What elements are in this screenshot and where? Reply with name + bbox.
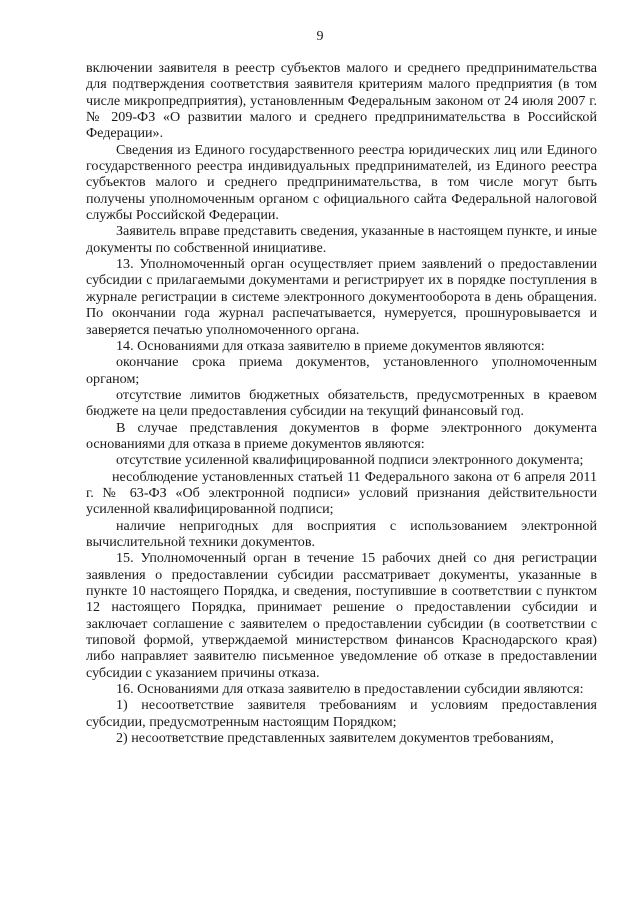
paragraph-signature-conditions: несоблюдение установленных статьей 11 Федерального закона от 6 апреля 2011 г. № 63-ФЗ «Об электронной подписи» условий признания действительности усиленной квалифицированной подписи;	[86, 468, 597, 518]
paragraph-clause-16-item-1: 1) несоответствие заявителя требованиям и условиям предоставления субсидии, предусмотренным настоящим Порядком;	[86, 697, 597, 730]
paragraph-refusal-budget-limits: отсутствие лимитов бюджетных обязательств, предусмотренных в краевом бюджете на цели предоставления субсидии на текущий финансовый год.	[86, 386, 597, 420]
paragraph-no-qualified-signature: отсутствие усиленной квалифицированной подписи электронного документа;	[116, 452, 584, 469]
paragraph-refusal-deadline: окончание срока приема документов, установленного уполномоченным органом;	[86, 354, 597, 387]
paragraph-clause-16-item-2: 2) несоответствие представленных заявителем документов требованиям,	[116, 730, 554, 747]
paragraph-registry-info: Сведения из Единого государственного реестра юридических лиц или Единого государственного реестра индивидуальных предпринимателей, из Единого реестра субъектов малого и среднего предпринимательства, в том числе могут быть получены уполномоченным органом с официального сайта Федеральной налоговой службы Российской Федерации.	[86, 141, 597, 224]
paragraph-clause-14: 14. Основаниями для отказа заявителю в приеме документов являются:	[116, 337, 545, 354]
paragraph-clause-16: 16. Основаниями для отказа заявителю в предоставлении субсидии являются:	[116, 681, 584, 698]
paragraph-applicant-right: Заявитель вправе представить сведения, указанные в настоящем пункте, и иные документы по собственной инициативе.	[86, 223, 597, 256]
page-number: 9	[316, 29, 324, 44]
paragraph-unreadable-documents: наличие непригодных для восприятия с использованием электронной вычислительной техники документов.	[86, 517, 597, 550]
paragraph-clause-13: 13. Уполномоченный орган осуществляет прием заявлений о предоставлении субсидии с прилагаемыми документами и регистрирует их в порядке поступления в журнале регистрации в системе электронного документооборота в день обращения. По окончании года журнал распечатывается, нумеруется, прошнуровывается и заверяется печатью уполномоченного органа.	[86, 256, 597, 338]
paragraph-electronic-document-case: В случае представления документов в форме электронного документа основаниями для отказа в приеме документов являются:	[86, 419, 597, 452]
paragraph-sme-registry-continuation: включении заявителя в реестр субъектов малого и среднего предпринимательства для подтверждения соответствия заявителя критериям малого предприятия (в том числе микропредприятия), установленным Федеральным законом от 24 июля 2007 г. № 209-ФЗ «О развитии малого и среднего предпринимательства в Российской Федерации».	[86, 60, 597, 142]
body-text	[86, 60, 597, 746]
paragraph-clause-15: 15. Уполномоченный орган в течение 15 рабочих дней со дня регистрации заявления о предоставлении субсидии рассматривает документы, указанные в пункте 10 настоящего Порядка, и сведения, поступившие в соответствии с пунктом 12 настоящего Порядка, принимает решение о предоставлении субсидии и заключает соглашение с заявителем о предоставлении субсидии (в соответствии с типовой формой, утверждаемой министерством финансов Краснодарского края) либо направляет заявителю письменное уведомление об отказе в предоставлении субсидии с указанием причины отказа.	[86, 550, 597, 681]
